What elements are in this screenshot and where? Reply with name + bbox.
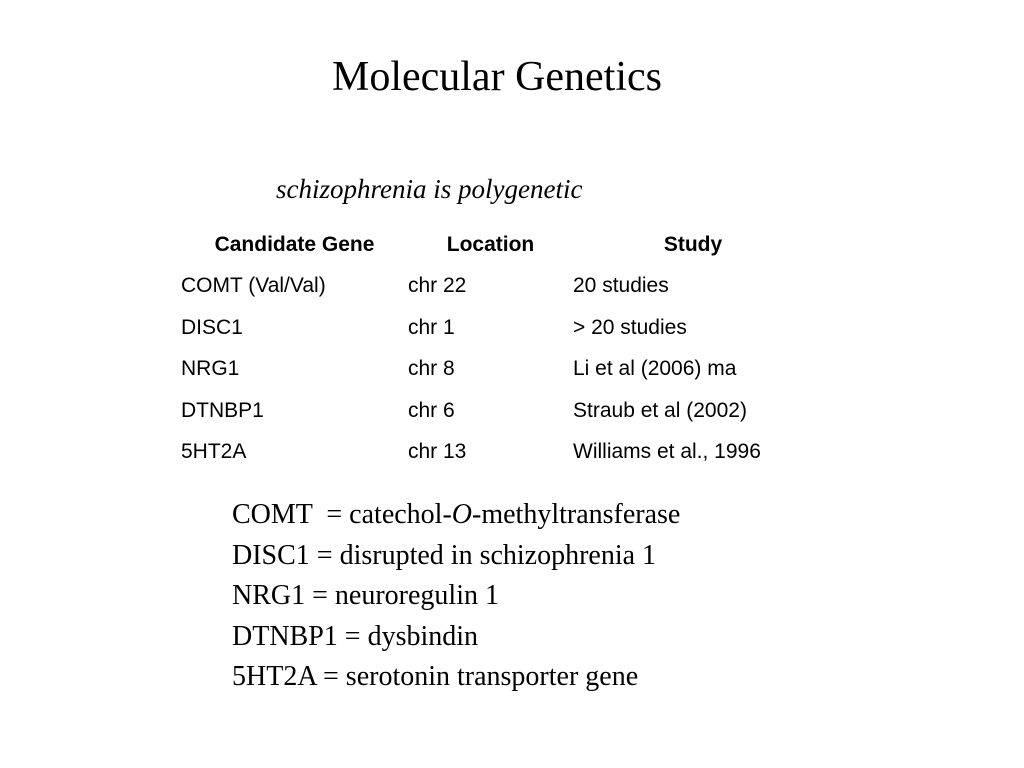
table-row [181, 307, 813, 349]
header-candidate-gene: Candidate Gene [214, 232, 375, 256]
table-header-row [181, 224, 813, 266]
cell-location: chr 8 [408, 357, 455, 381]
definition-5ht2a: 5HT2A = serotonin transporter gene [232, 661, 639, 692]
cell-gene: NRG1 [181, 357, 240, 381]
cell-gene: DISC1 [181, 315, 243, 339]
candidate-gene-table [181, 224, 813, 473]
cell-gene: DTNBP1 [181, 398, 264, 422]
cell-location: chr 22 [408, 274, 467, 298]
cell-location: chr 1 [408, 315, 455, 339]
cell-study: 20 studies [573, 274, 669, 298]
header-location: Location [446, 232, 535, 256]
table-row [181, 266, 813, 308]
definition-dtnbp1: DTNBP1 = dysbindin [232, 620, 479, 652]
definition-comt-prefix: COMT = catechol- [232, 499, 452, 530]
definition-nrg1: NRG1 = neuroregulin 1 [232, 580, 499, 611]
definition-comt [232, 495, 680, 536]
slide-title: Molecular Genetics [331, 54, 663, 100]
table-row [181, 349, 813, 391]
cell-study: Williams et al., 1996 [573, 440, 761, 464]
cell-study: Straub et al (2002) [573, 398, 747, 422]
cell-study: > 20 studies [573, 315, 687, 339]
cell-study: Li et al (2006) ma [573, 357, 737, 381]
definition-comt-italic: O [451, 499, 473, 530]
cell-gene: 5HT2A [181, 440, 247, 464]
cell-gene: COMT (Val/Val) [181, 274, 326, 298]
abbreviation-definitions [232, 495, 680, 698]
table-row [181, 390, 813, 432]
header-study: Study [663, 232, 723, 256]
table-row [181, 432, 813, 474]
definition-disc1: DISC1 = disrupted in schizophrenia 1 [232, 539, 657, 571]
slide-subtitle: schizophrenia is polygenetic [276, 174, 583, 204]
cell-location: chr 13 [408, 440, 467, 464]
definition-comt-suffix: -methyltransferase [472, 499, 681, 530]
cell-location: chr 6 [408, 398, 455, 422]
